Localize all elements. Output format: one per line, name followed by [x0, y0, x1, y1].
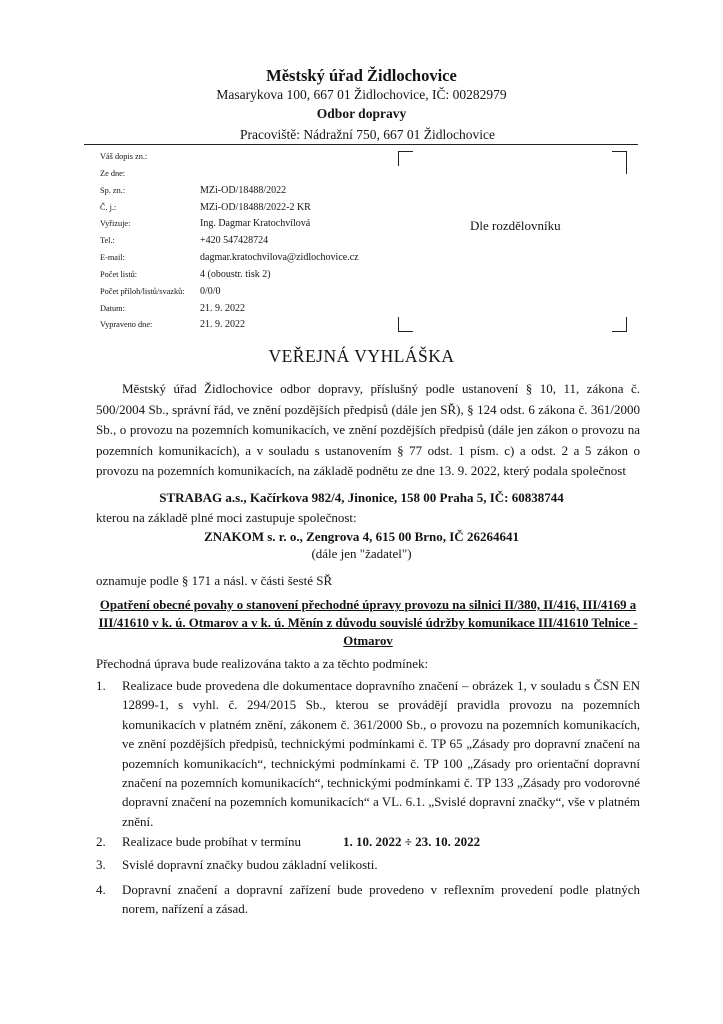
condition-number: 4.: [96, 882, 106, 897]
applicant-company: STRABAG a.s., Kačírkova 982/4, Jinonice, 158 00 Praha 5, IČ: 60838744: [159, 490, 564, 505]
meta-label: Č. j.:: [100, 202, 117, 212]
condition-item: [96, 676, 640, 831]
meta-row: [100, 301, 420, 318]
meta-label: Datum:: [100, 303, 125, 313]
meta-value: MZi-OD/18488/2022: [200, 184, 287, 196]
workplace-address: Pracoviště: Nádražní 750, 667 01 Židlochovice: [240, 127, 495, 142]
address-window-corner-top-right: [612, 151, 627, 174]
meta-row: [100, 267, 420, 284]
condition-number: 3.: [96, 857, 106, 872]
office-name: Městský úřad Židlochovice: [266, 66, 457, 85]
proxy-company: ZNAKOM s. r. o., Zengrova 4, 615 00 Brno, IČ 26264641: [204, 529, 519, 544]
meta-value: 21. 9. 2022: [200, 319, 245, 331]
meta-row: [100, 216, 420, 233]
meta-label: Počet příloh/listů/svazků:: [100, 286, 185, 296]
meta-value: 4 (oboustr. tisk 2): [200, 268, 271, 280]
reference-metadata: [100, 149, 420, 334]
meta-row: [100, 233, 420, 250]
meta-value: 0/0/0: [200, 285, 221, 297]
meta-row: [100, 317, 420, 334]
meta-value: +420 547428724: [200, 235, 269, 247]
address-window-corner-bottom-left: [398, 317, 413, 332]
condition-dates: 1. 10. 2022 ÷ 23. 10. 2022: [343, 834, 481, 849]
conditions-intro: Přechodná úprava bude realizována takto a za těchto podmínek:: [96, 656, 429, 671]
office-address: Masarykova 100, 667 01 Židlochovice, IČ: 00282979: [216, 87, 507, 102]
meta-row: [100, 200, 420, 217]
proxy-line: kterou na základě plné moci zastupuje společnost:: [96, 510, 357, 525]
meta-row: [100, 284, 420, 301]
meta-row: [100, 250, 420, 267]
meta-label: Vypraveno dne:: [100, 320, 153, 330]
address-window-corner-top-left: [398, 151, 413, 166]
condition-text: Realizace bude probíhat v termínu: [122, 834, 302, 849]
meta-label: Váš dopis zn.:: [100, 152, 148, 161]
condition-number: 1.: [96, 678, 106, 693]
header-divider: [84, 144, 638, 145]
intro-paragraph: Městský úřad Židlochovice odbor dopravy, příslušný podle ustanovení § 10, 11, zákona č. 500/2004 Sb., správní řád, ve znění pozdějších předpisů (dále jen SŘ), § 124 odst. 6 zákona č. 361/2000 Sb., o provozu na pozemních komunikacích, ve znění pozdějších předpisů (dále jen zákon o provozu na pozemních komunikacích), a v souladu s ustanovením § 77 odst. 1 písm. c) a odst. 2 a 5 zákon o provozu na pozemních komunikacích, na základě podnětu ze dne 13. 9. 2022, který podala společnost: [96, 381, 640, 479]
document-title: VEŘEJNÁ VYHLÁŠKA: [268, 346, 455, 366]
recipient: Dle rozdělovníku: [470, 218, 561, 233]
condition-text: Svislé dopravní značky budou základní velikosti.: [122, 857, 378, 872]
meta-value: 21. 9. 2022: [200, 302, 245, 314]
meta-value: Ing. Dagmar Kratochvílová: [200, 218, 311, 230]
meta-row: [100, 166, 420, 183]
announcement: oznamuje podle § 171 a násl. v části šesté SŘ: [96, 573, 333, 588]
meta-row: [100, 149, 420, 166]
meta-label: E-mail:: [100, 253, 125, 263]
meta-label: Sp. zn.:: [100, 185, 126, 195]
meta-value: dagmar.kratochvilova@zidlochovice.cz: [200, 252, 359, 264]
department-name: Odbor dopravy: [316, 106, 407, 121]
meta-label: Tel.:: [100, 236, 115, 246]
condition-item: [96, 832, 640, 851]
meta-row: [100, 183, 420, 200]
condition-number: 2.: [96, 834, 106, 849]
condition-text: Dopravní značení a dopravní zařízení bude provedeno v reflexním provedení podle platných norem, nařízení a zásad.: [122, 882, 640, 917]
meta-label: Vyřizuje:: [100, 219, 131, 229]
condition-text: Realizace bude provedena dle dokumentace dopravního značení – obrázek 1, v souladu s ČSN EN 12899-1, s vyhl. č. 294/2015 Sb., kterou se provádějí pravidla provozu na pozemních komunikacích v platném znění, zákonem č. 361/2000 Sb., o provozu na pozemních komunikacích, ve znění pozdějších předpisů, technickými podmínkami č. TP 65 „Zásady pro dopravní značení na pozemních komunikacích“, technickými podmínkami č. TP 100 „Zásady pro orientační dopravní značení na pozemních komunikacích“, technickými podmínkami č. TP 133 „Zásady pro vodorovné dopravní značení na pozemních komunikacích“ a VL. 6.1. „Svislé dopravní značky“, vše v platném znění.: [122, 678, 640, 829]
meta-label: Ze dne:: [100, 168, 126, 178]
proxy-note: (dále jen "žadatel"): [311, 546, 412, 561]
meta-value: MZi-OD/18488/2022-2 KR: [200, 201, 311, 213]
condition-item: [96, 855, 640, 874]
decision-subject: Opatření obecné povahy o stanovení přechodné úpravy provozu na silnici II/380, II/416, III/4169 a III/41610 v k. ú. Otmarov a v k. ú. Měnín z důvodu souvislé údržby komunikace III/41610 Telnice - Otmarov: [98, 598, 638, 648]
address-window-corner-bottom-right: [612, 317, 627, 332]
meta-label: Počet listů:: [100, 269, 138, 279]
condition-item: [96, 880, 640, 919]
